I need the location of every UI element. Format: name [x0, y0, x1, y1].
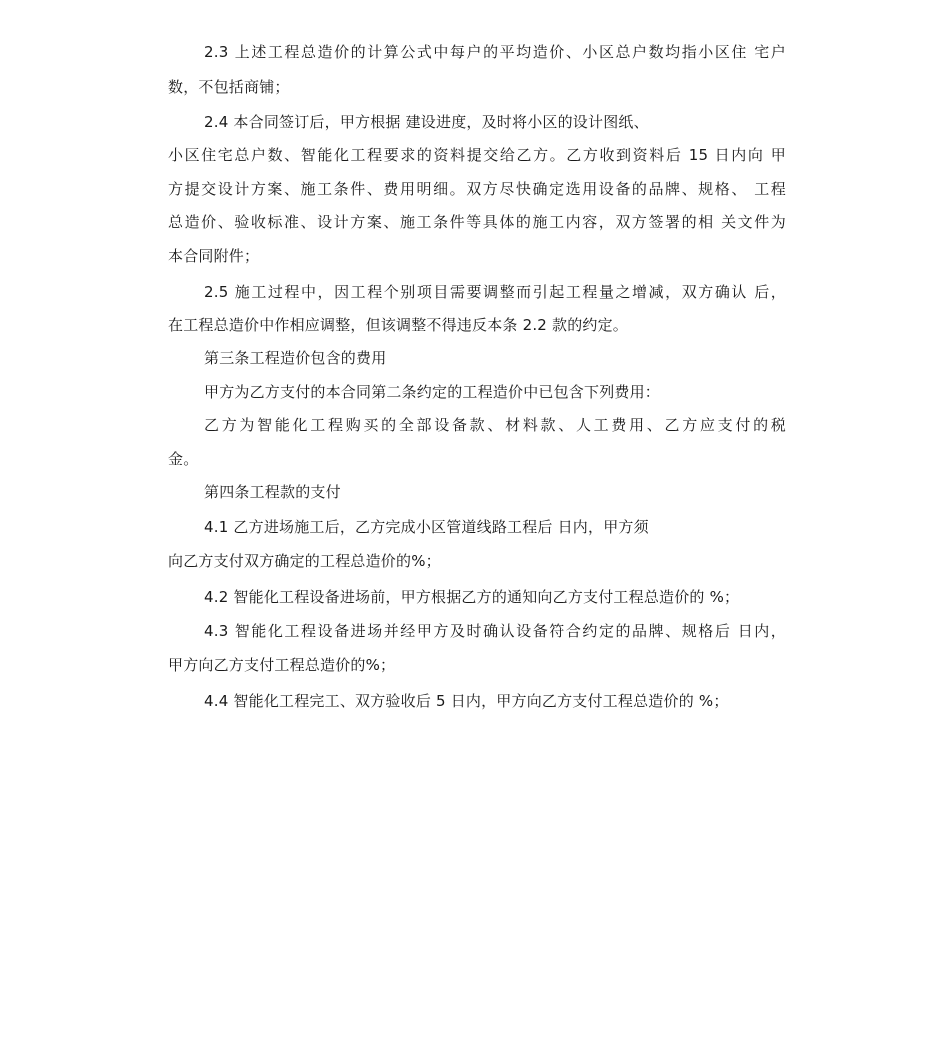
article-3-intro: 甲方为乙方支付的本合同第二条约定的工程造价中已包含下列费用：	[204, 383, 661, 401]
clause-4-3-line-1: 4.3 智能化工程设备进场并经甲方及时确认设备符合约定的品牌、规格后 日内，	[204, 622, 786, 640]
clause-2-3-line-1: 2.3 上述工程总造价的计算公式中每户的平均造价、小区总户数均指小区住 宅户	[204, 43, 786, 61]
article-4-heading: 第四条工程款的支付	[204, 483, 341, 501]
clause-2-4-line-5: 本合同附件；	[168, 247, 260, 265]
clause-4-4-line-1: 4.4 智能化工程完工、双方验收后 5 日内，甲方向乙方支付工程总造价的 %；	[204, 692, 729, 710]
clause-2-3-line-2: 数，不包括商铺；	[168, 78, 290, 96]
clause-4-1-line-1: 4.1 乙方进场施工后，乙方完成小区管道线路工程后 日内，甲方须	[204, 518, 649, 536]
clause-2-5-line-2: 在工程总造价中作相应调整，但该调整不得违反本条 2.2 款的约定。	[168, 316, 628, 334]
article-3-items-line-1: 乙方为智能化工程购买的全部设备款、材料款、人工费用、乙方应支付的税	[204, 416, 786, 434]
clause-2-4-line-4: 总造价、验收标准、设计方案、施工条件等具体的施工内容，双方签署的相 关文件为	[168, 213, 786, 231]
article-3-items-line-2: 金。	[168, 450, 199, 468]
clause-2-5-line-1: 2.5 施工过程中，因工程个别项目需要调整而引起工程量之增减，双方确认 后，	[204, 283, 786, 301]
clause-2-4-line-1: 2.4 本合同签订后，甲方根据 建设进度，及时将小区的设计图纸、	[204, 113, 649, 131]
article-3-heading: 第三条工程造价包含的费用	[204, 349, 387, 367]
clause-4-2-line-1: 4.2 智能化工程设备进场前，甲方根据乙方的通知向乙方支付工程总造价的 %；	[204, 588, 740, 606]
clause-4-1-line-2: 向乙方支付双方确定的工程总造价的%；	[168, 552, 441, 570]
clause-4-3-line-2: 甲方向乙方支付工程总造价的%；	[168, 656, 396, 674]
clause-2-4-line-3: 方提交设计方案、施工条件、费用明细。双方尽快确定选用设备的品牌、规格、 工程	[168, 180, 786, 198]
clause-2-4-line-2: 小区住宅总户数、智能化工程要求的资料提交给乙方。乙方收到资料后 15 日内向 甲	[168, 146, 786, 164]
